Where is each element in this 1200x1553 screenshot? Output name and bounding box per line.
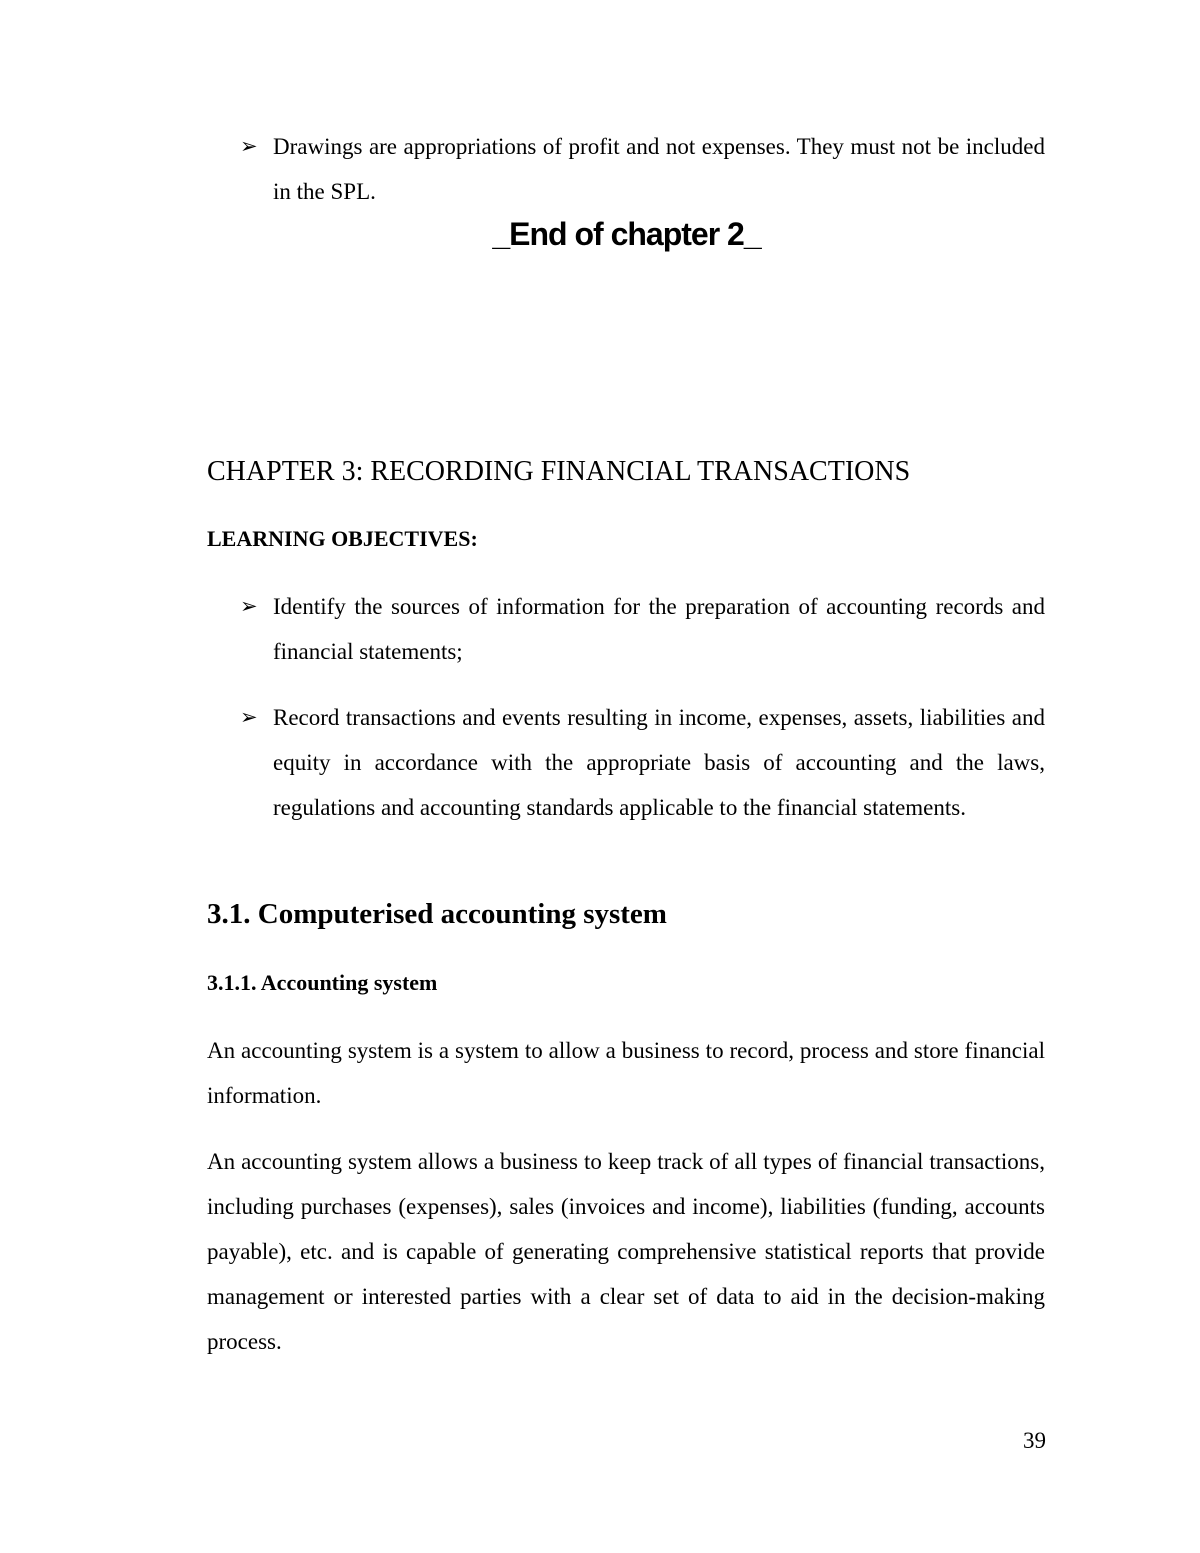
section-heading: 3.1. Computerised accounting system — [207, 898, 667, 930]
learning-objectives-heading: LEARNING OBJECTIVES: — [207, 526, 478, 551]
objective-text: Identify the sources of information for the preparation of accounting records and financial statements; — [273, 594, 1045, 664]
arrow-bullet-icon: ➢ — [240, 134, 258, 158]
bullet-drawings — [240, 124, 1045, 214]
objective-item-record — [240, 695, 1045, 830]
paragraph-details: An accounting system allows a business to keep track of all types of financial transactions, including purchases (expenses), sales (invoices and income), liabilities (funding, accounts payable), etc. and is capable of generating comprehensive statistical reports that provide management or interested parties with a clear set of data to aid in the decision-making process. — [207, 1149, 1045, 1354]
end-of-chapter-marker: _End of chapter 2_ — [492, 216, 761, 252]
bullet-text: Drawings are appropriations of profit and not expenses. They must not be included in the SPL. — [273, 134, 1045, 204]
paragraph-definition: An accounting system is a system to allow a business to record, process and store financial information. — [207, 1038, 1045, 1108]
objective-text: Record transactions and events resulting in income, expenses, assets, liabilities and equity in accordance with the appropriate basis of accounting and the laws, regulations and accounting standards applicable to the financial statements. — [273, 705, 1045, 820]
page-number: 39 — [1023, 1428, 1046, 1453]
objective-item-identify — [240, 584, 1045, 674]
arrow-bullet-icon: ➢ — [240, 594, 258, 618]
subsection-heading: 3.1.1. Accounting system — [207, 970, 438, 995]
chapter-title: CHAPTER 3: RECORDING FINANCIAL TRANSACTIONS — [207, 456, 911, 487]
arrow-bullet-icon: ➢ — [240, 705, 258, 729]
